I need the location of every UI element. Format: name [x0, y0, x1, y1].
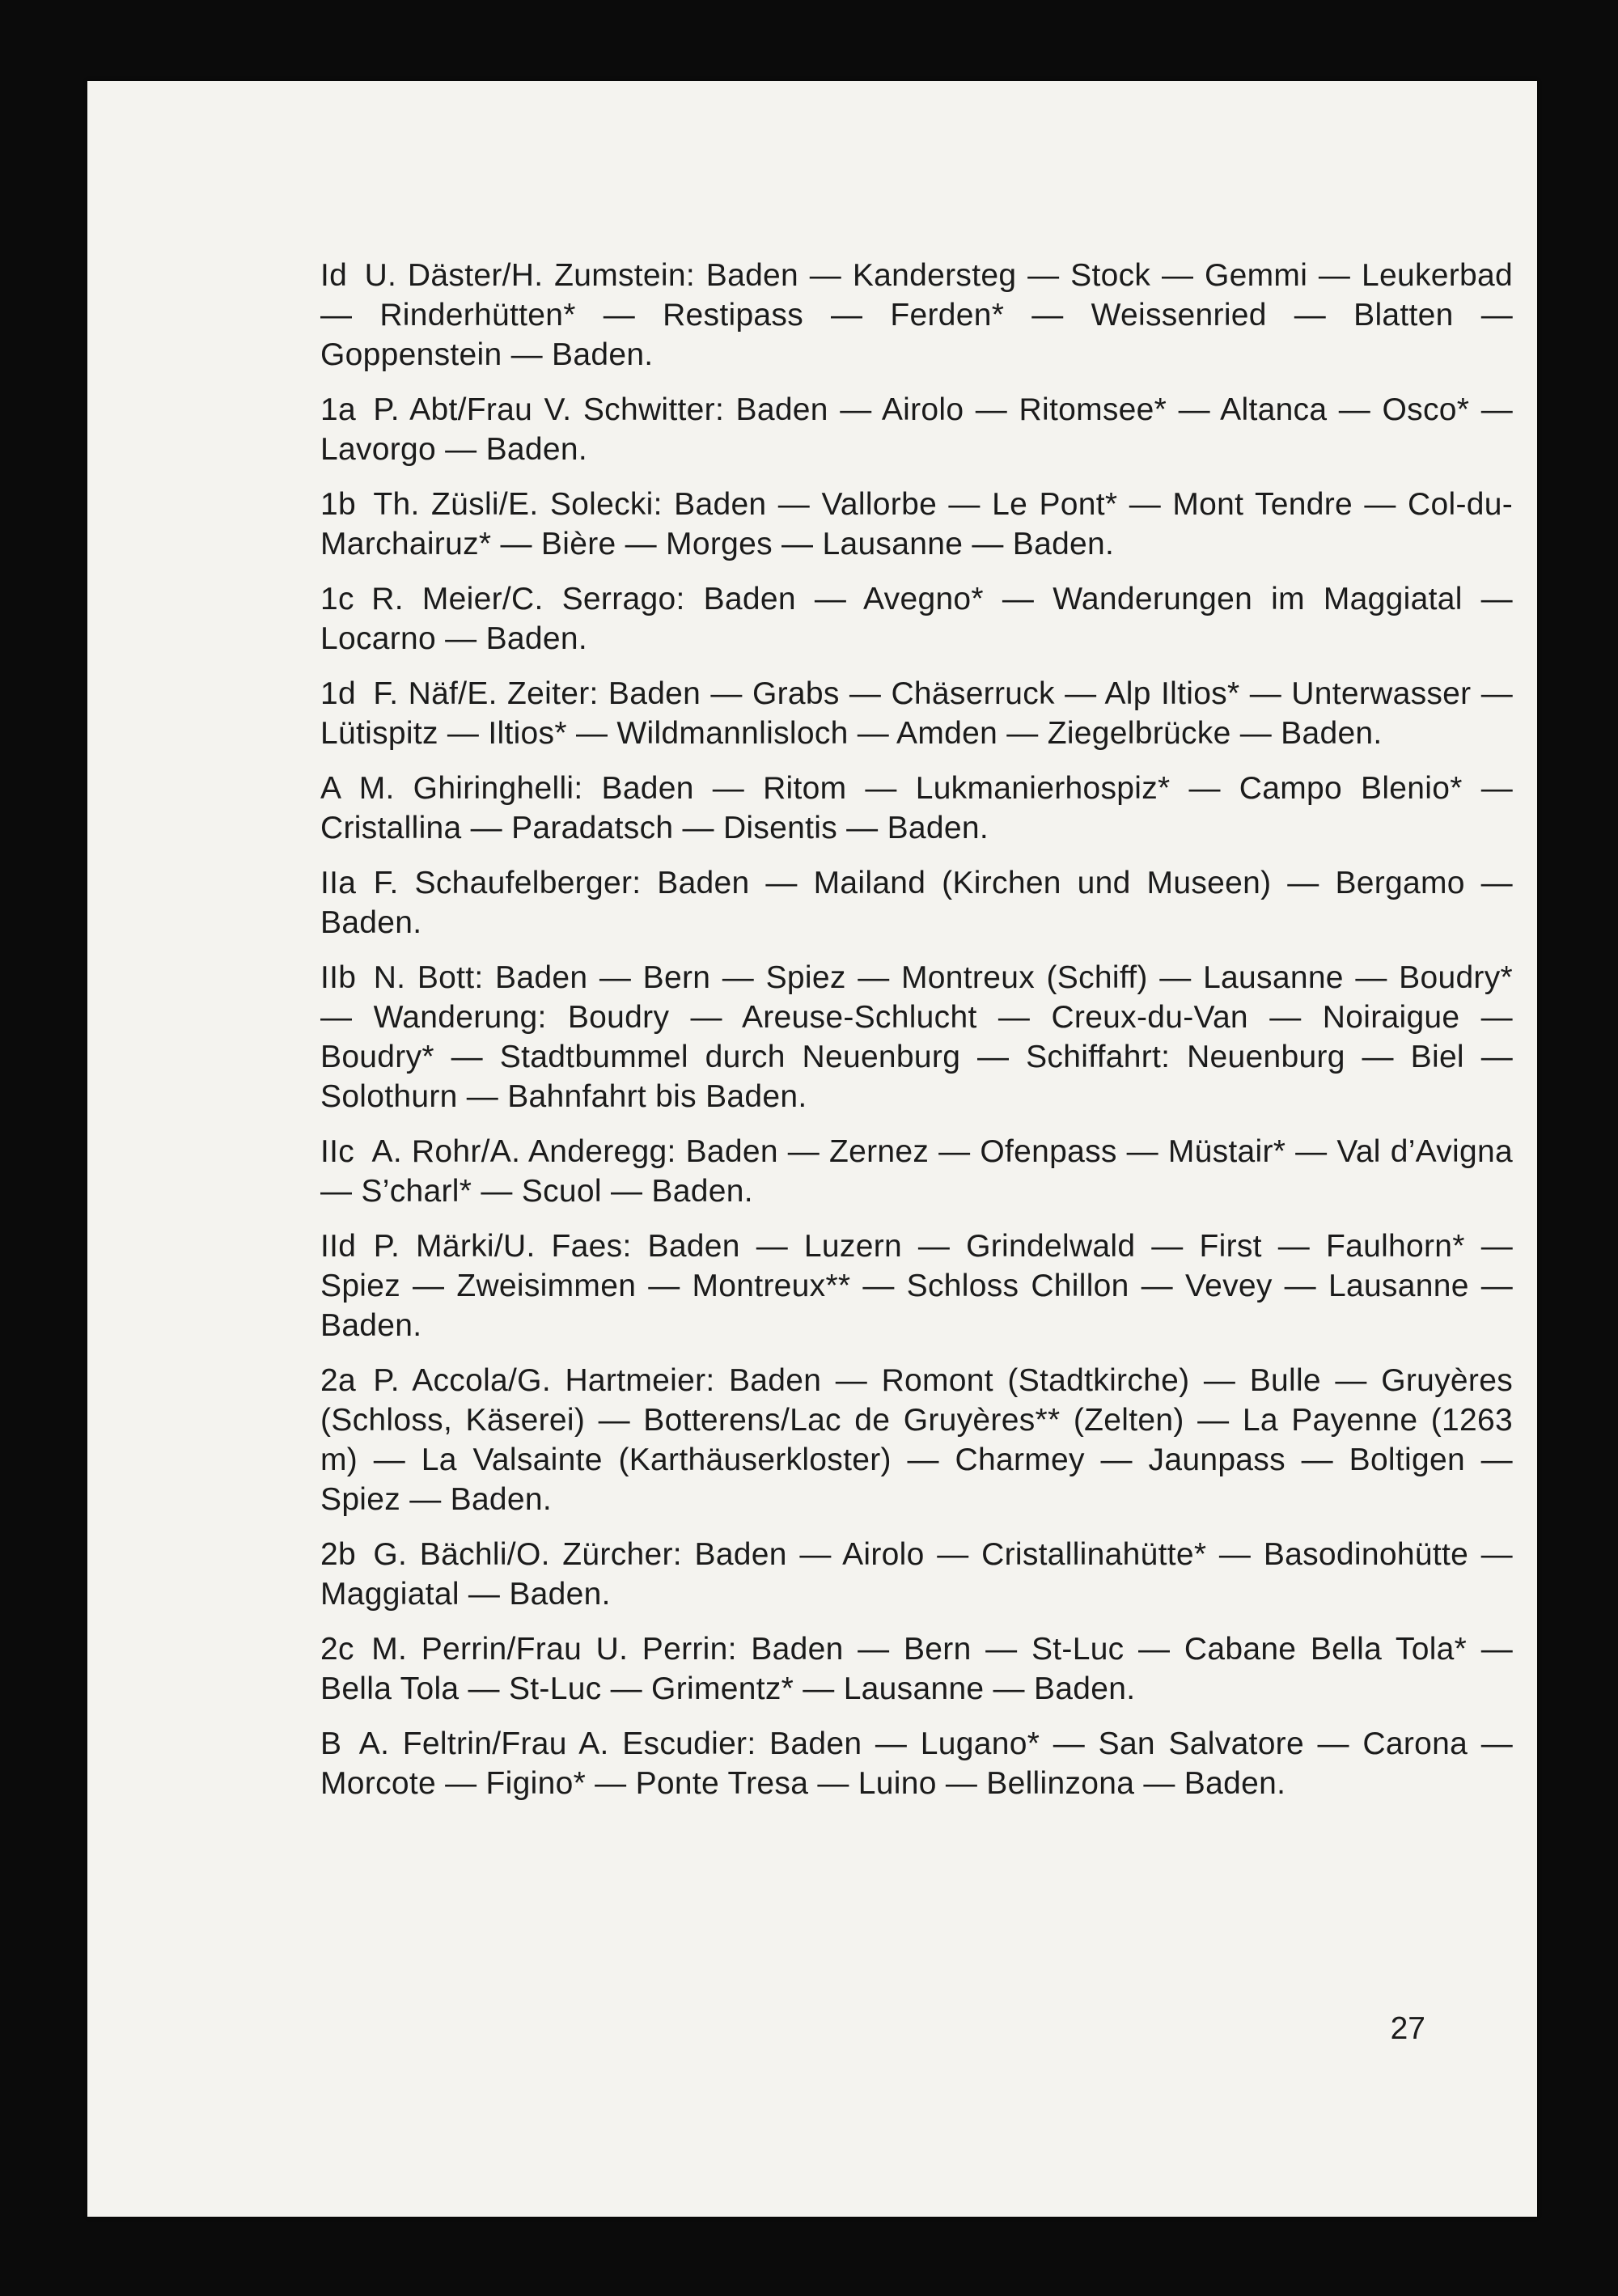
entry-code: A	[320, 771, 342, 806]
entry-text: N. Bott: Baden — Bern — Spiez — Montreux (Schiff) — Lausanne — Boudry* — Wanderung: Boudry — Areuse-Schlucht — Creux-du-Van — Noiraigue — Boudry* — Stadtbummel durch Neuenburg — Schiffahrt: Neuenburg — Biel — Solothurn — Bahnfahrt bis Baden.	[320, 960, 1513, 1114]
entry-code: 2a	[320, 1363, 356, 1398]
entry-iia	[320, 863, 1513, 943]
entry-code: IIb	[320, 960, 357, 995]
entry-code: IIa	[320, 866, 357, 900]
entry-text: P. Abt/Frau V. Schwitter: Baden — Airolo — Ritomsee* — Altanca — Osco* — Lavorgo — Baden.	[320, 392, 1513, 467]
entry-text: F. Näf/E. Zeiter: Baden — Grabs — Chäserruck — Alp Iltios* — Unterwasser — Lütispitz — Iltios* — Wildmannlisloch — Amden — Ziegelbrücke — Baden.	[320, 676, 1513, 751]
page-number: 27	[1390, 2011, 1425, 2046]
itinerary-list	[320, 256, 1513, 1819]
entry-code: 2c	[320, 1632, 354, 1667]
entry-text: A. Feltrin/Frau A. Escudier: Baden — Lugano* — San Salvatore — Carona — Morcote — Figino* — Ponte Tresa — Luino — Bellinzona — Baden.	[320, 1726, 1513, 1801]
entry-text: A. Rohr/A. Anderegg: Baden — Zernez — Ofenpass — Müstair* — Val d’Avigna — S’charl* — Scuol — Baden.	[320, 1134, 1513, 1209]
entry-a	[320, 769, 1513, 848]
entry-text: Th. Züsli/E. Solecki: Baden — Vallorbe — Le Pont* — Mont Tendre — Col-du-Marchairuz* — Bière — Morges — Lausanne — Baden.	[320, 487, 1513, 561]
entry-iib	[320, 958, 1513, 1116]
document-page	[87, 81, 1537, 2217]
entry-text: U. Däster/H. Zumstein: Baden — Kandersteg — Stock — Gemmi — Leukerbad — Rinderhütten* — Restipass — Ferden* — Weissenried — Blatten — Goppenstein — Baden.	[320, 258, 1513, 372]
entry-2c	[320, 1629, 1513, 1709]
entry-text: G. Bächli/O. Zürcher: Baden — Airolo — Cristallinahütte* — Basodinohütte — Maggiatal — Baden.	[320, 1537, 1513, 1612]
entry-code: B	[320, 1726, 342, 1761]
entry-b	[320, 1724, 1513, 1803]
entry-1a	[320, 390, 1513, 469]
entry-code: 1c	[320, 582, 354, 616]
entry-text: F. Schaufelberger: Baden — Mailand (Kirchen und Museen) — Bergamo — Baden.	[320, 866, 1513, 940]
entry-1b	[320, 485, 1513, 564]
entry-iid	[320, 1226, 1513, 1345]
entry-text: P. Accola/G. Hartmeier: Baden — Romont (Stadtkirche) — Bulle — Gruyères (Schloss, Käserei) — Botterens/Lac de Gruyères** (Zelten) — La Payenne (1263 m) — La Valsainte (Karthäuserkloster) — Charmey — Jaunpass — Boltigen — Spiez — Baden.	[320, 1363, 1513, 1517]
entry-code: 1b	[320, 487, 356, 522]
entry-2a	[320, 1361, 1513, 1519]
entry-code: 2b	[320, 1537, 356, 1572]
entry-code: 1d	[320, 676, 356, 711]
entry-2b	[320, 1535, 1513, 1614]
entry-1c	[320, 579, 1513, 659]
entry-id	[320, 256, 1513, 375]
entry-code: 1a	[320, 392, 356, 427]
entry-text: R. Meier/C. Serrago: Baden — Avegno* — Wanderungen im Maggiatal — Locarno — Baden.	[320, 582, 1513, 656]
entry-text: M. Ghiringhelli: Baden — Ritom — Lukmanierhospiz* — Campo Blenio* — Cristallina — Paradatsch — Disentis — Baden.	[320, 771, 1513, 845]
entry-text: P. Märki/U. Faes: Baden — Luzern — Grindelwald — First — Faulhorn* — Spiez — Zweisimmen — Montreux** — Schloss Chillon — Vevey — Lausanne — Baden.	[320, 1229, 1513, 1343]
entry-1d	[320, 674, 1513, 753]
entry-code: IIc	[320, 1134, 355, 1169]
entry-text: M. Perrin/Frau U. Perrin: Baden — Bern — St-Luc — Cabane Bella Tola* — Bella Tola — St-Luc — Grimentz* — Lausanne — Baden.	[320, 1632, 1513, 1706]
entry-code: IId	[320, 1229, 357, 1264]
entry-iic	[320, 1132, 1513, 1211]
entry-code: Id	[320, 258, 348, 293]
